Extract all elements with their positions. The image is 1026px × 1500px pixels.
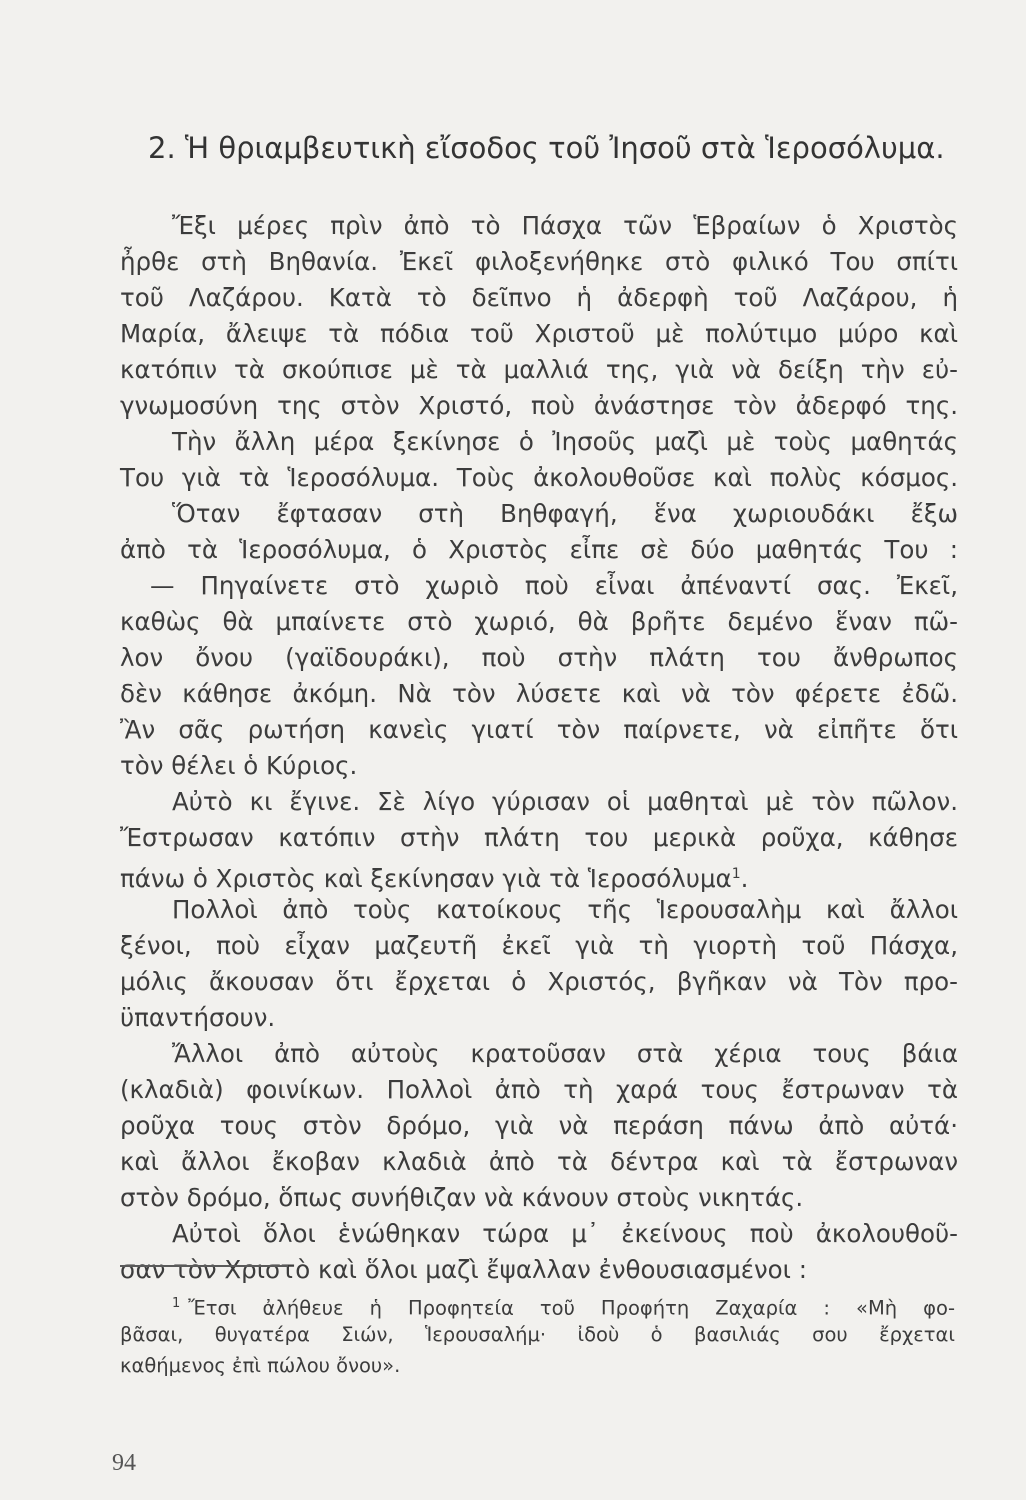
text-line: καὶ ἄλλοι ἔκοβαν κλαδιὰ ἀπὸ τὰ δέντρα καὶ τὰ ἔστρωναν	[120, 1147, 958, 1176]
footnote-line: καθήμενος ἐπὶ πώλου ὄνου».	[120, 1354, 401, 1377]
text-line: στὸν δρόμο, ὅπως συνήθιζαν νὰ κάνουν στοὺς νικητάς.	[120, 1183, 804, 1212]
text-line: μόλις ἄκουσαν ὅτι ἔρχεται ὁ Χριστός, βγῆκαν νὰ Τὸν προ-	[120, 967, 958, 996]
text-segment: πάνω ὁ Χριστὸς καὶ ξεκίνησαν γιὰ τὰ Ἱεροσόλυμα	[120, 864, 732, 894]
text-line: σαν τὸν Χριστὸ καὶ ὅλοι μαζὶ ἔψαλλαν ἐνθουσιασμένοι :	[120, 1255, 808, 1284]
footnote-text: Ἔτσι ἀλήθευε ἡ Προφητεία τοῦ Προφήτη Ζαχαρία : «Μὴ φο-	[188, 1296, 955, 1320]
footnote-line: βᾶσαι, θυγατέρα Σιών, Ἱερουσαλήμ· ἰδοὺ ὁ βασιλιάς σου ἔρχεται	[120, 1323, 955, 1346]
footnote-mark: 1	[172, 1296, 181, 1311]
text-line: Τὴν ἄλλη μέρα ξεκίνησε ὁ Ἰησοῦς μαζὶ μὲ τοὺς μαθητάς	[172, 427, 958, 456]
text-line: Ἔξι μέρες πρὶν ἀπὸ τὸ Πάσχα τῶν Ἑβραίων ὁ Χριστὸς	[172, 211, 958, 240]
body-text	[120, 208, 958, 1288]
text-line: ξένοι, ποὺ εἶχαν μαζευτῆ ἐκεῖ γιὰ τὴ γιορτὴ τοῦ Πάσχα,	[120, 931, 958, 960]
text-line: Του γιὰ τὰ Ἱεροσόλυμα. Τοὺς ἀκολουθοῦσε καὶ πολὺς κόσμος.	[120, 463, 958, 492]
text-line: κατόπιν τὰ σκούπισε μὲ τὰ μαλλιά της, γιὰ νὰ δείξη τὴν εὐ-	[120, 355, 958, 384]
page-title: 2. Ἡ θριαμβευτικὴ εἴσοδος τοῦ Ἰησοῦ στὰ Ἱεροσόλυμα.	[148, 131, 945, 165]
footnote-reference[interactable]: 1	[731, 866, 741, 882]
text-line: Αὐτὸ κι ἔγινε. Σὲ λίγο γύρισαν οἱ μαθηταὶ μὲ τὸν πῶλον.	[172, 787, 958, 816]
text-line: — Πηγαίνετε στὸ χωριὸ ποὺ εἶναι ἀπέναντί σας. Ἐκεῖ,	[150, 571, 958, 600]
text-segment: .	[740, 864, 749, 894]
footnote-divider	[120, 1265, 288, 1267]
text-line-with-footnote	[120, 856, 958, 892]
text-line: τὸν θέλει ὁ Κύριος.	[120, 751, 358, 780]
text-line: ϋπαντήσουν.	[120, 1003, 276, 1032]
text-line: Ἔστρωσαν κατόπιν στὴν πλάτη του μερικὰ ροῦχα, κάθησε	[120, 823, 958, 852]
text-line: Πολλοὶ ἀπὸ τοὺς κατοίκους τῆς Ἱερουσαλὴμ καὶ ἄλλοι	[172, 895, 958, 924]
text-line: τοῦ Λαζάρου. Κατὰ τὸ δεῖπνο ἡ ἀδερφὴ τοῦ Λαζάρου, ἡ	[120, 283, 958, 312]
text-line: λον ὄνου (γαϊδουράκι), ποὺ στὴν πλάτη του ἄνθρωπος	[120, 643, 958, 672]
footnote	[120, 1288, 955, 1381]
text-line: δὲν κάθησε ἀκόμη. Νὰ τὸν λύσετε καὶ νὰ τὸν φέρετε ἐδῶ.	[120, 679, 958, 708]
text-line: Μαρία, ἄλειψε τὰ πόδια τοῦ Χριστοῦ μὲ πολύτιμο μύρο καὶ	[120, 319, 958, 348]
footnote-line	[120, 1288, 955, 1319]
text-line: Ἄλλοι ἀπὸ αὐτοὺς κρατοῦσαν στὰ χέρια τους βάια	[172, 1039, 958, 1068]
text-line: ἀπὸ τὰ Ἱεροσόλυμα, ὁ Χριστὸς εἶπε σὲ δύο μαθητάς Του :	[120, 535, 958, 564]
page-number: 94	[112, 1450, 136, 1476]
text-line: (κλαδιὰ) φοινίκων. Πολλοὶ ἀπὸ τὴ χαρά τους ἔστρωναν τὰ	[120, 1075, 958, 1104]
text-line: γνωμοσύνη της στὸν Χριστό, ποὺ ἀνάστησε τὸν ἀδερφό της.	[120, 391, 958, 420]
text-line: καθὼς θὰ μπαίνετε στὸ χωριό, θὰ βρῆτε δεμένο ἕναν πῶ-	[120, 607, 958, 636]
text-line: ροῦχα τους στὸν δρόμο, γιὰ νὰ περάση πάνω ἀπὸ αὐτά·	[120, 1111, 958, 1140]
text-line: Αὐτοὶ ὅλοι ἑνώθηκαν τώρα μ᾿ ἐκείνους ποὺ ἀκολουθοῦ-	[172, 1219, 958, 1248]
text-line: Ἂν σᾶς ρωτήση κανεὶς γιατί τὸν παίρνετε, νὰ εἰπῆτε ὅτι	[120, 715, 958, 744]
text-line: Ὅταν ἔφτασαν στὴ Βηθφαγή, ἕνα χωριουδάκι ἔξω	[172, 499, 958, 528]
text-line: ἦρθε στὴ Βηθανία. Ἐκεῖ φιλοξενήθηκε στὸ φιλικό Του σπίτι	[120, 247, 958, 276]
